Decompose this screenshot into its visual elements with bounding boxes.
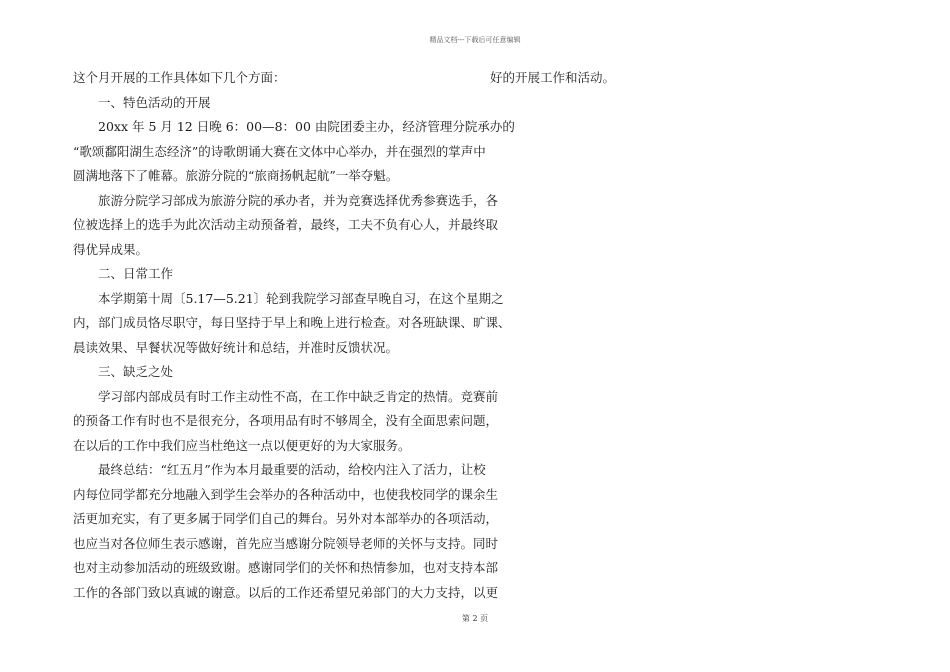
paragraph-line: 最终总结：“红五月”作为本月最重要的活动，给校内注入了活力，让校: [98, 462, 486, 477]
paragraph-line: 得优异成果。: [73, 241, 149, 257]
paragraph-line: “歌颂鄱阳湖生态经济”的诗歌朗诵大赛在文体中心举办，并在强烈的掌声中: [73, 143, 486, 159]
paragraph-line: 工作的各部门致以真诚的谢意。以后的工作还希望兄弟部门的大力支持，以更: [73, 584, 499, 600]
paragraph-line: 内每位同学都充分地融入到学生会举办的各种活动中，也使我校同学的课余生: [73, 486, 499, 502]
paragraph-line: 活更加充实，有了更多属于同学们自己的舞台。另外对本部举办的各项活动，: [73, 511, 499, 526]
paragraph-line: 也对主动参加活动的班级致谢。感谢同学们的关怀和热情参加，也对支持本部: [73, 560, 499, 575]
paragraph-line: 也应当对各位师生表示感谢，首先应当感谢分院领导老师的关怀与支持。同时: [73, 535, 499, 551]
page-header: 精品文档---下载后可任意编辑: [429, 36, 521, 44]
paragraph-line: 这个月开展的工作具体如下几个方面：: [73, 70, 286, 85]
section-heading: 一、特色活动的开展: [98, 94, 211, 110]
paragraph-line: 在以后的工作中我们应当杜绝这一点以便更好的为大家服务。: [73, 437, 411, 453]
page-number: 第 2 页: [461, 614, 489, 623]
paragraph-line: 晨读效果、早餐状况等做好统计和总结，并准时反馈状况。: [73, 339, 399, 355]
paragraph-line: 20xx 年 5 月 12 日晚 6：00—8：00 由院团委主办，经济管理分院承办的: [98, 119, 515, 134]
paragraph-line: 内，部门成员恪尽职守，每日坚持于早上和晚上进行检查。对各班缺课、旷课、: [73, 315, 511, 330]
section-heading: 二、日常工作: [98, 266, 174, 281]
paragraph-line: 本学期第十周〔5.17—5.21〕轮到我院学习部查早晚自习，在这个星期之: [98, 290, 504, 306]
right-column-text: 好的开展工作和活动。: [490, 70, 616, 85]
paragraph-line: 圆满地落下了帷幕。旅游分院的“旅商扬帆起航”一举夺魁。: [73, 168, 399, 183]
paragraph-line: 旅游分院学习部成为旅游分院的承办者，并为竞赛选择优秀参赛选手，各: [98, 192, 499, 208]
paragraph-line: 学习部内部成员有时工作主动性不高，在工作中缺乏肯定的热情。竞赛前: [98, 388, 499, 404]
left-column: [73, 66, 515, 605]
paragraph-line: 的预备工作有时也不是很充分，各项用品有时不够周全，没有全面思索问题，: [73, 413, 499, 428]
paragraph-line: 位被选择上的选手为此次活动主动预备着，最终，工夫不负有心人，并最终取: [73, 217, 499, 232]
section-heading: 三、缺乏之处: [98, 364, 174, 379]
